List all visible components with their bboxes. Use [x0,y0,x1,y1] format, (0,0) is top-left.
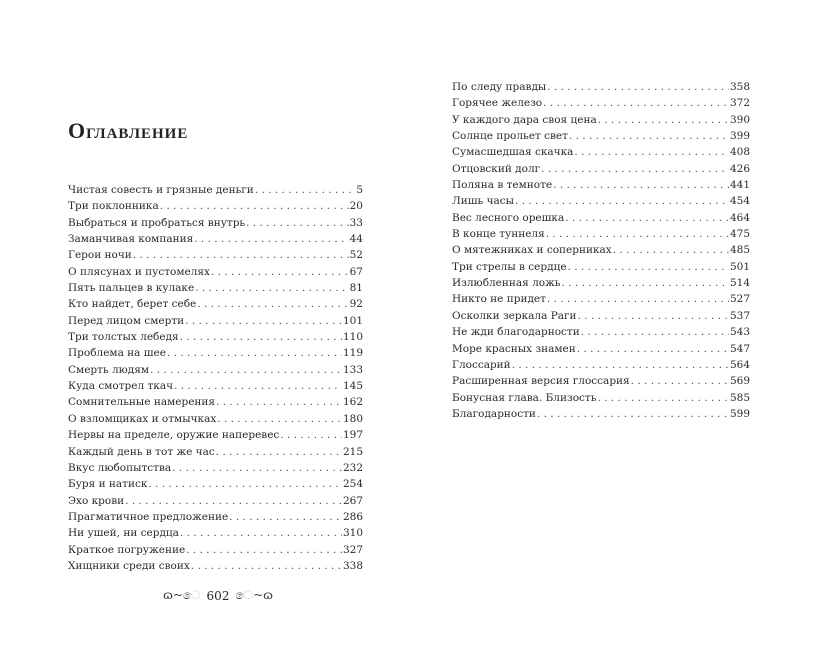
toc-entry-title: Море красных знамен [452,342,576,355]
toc-entry-page: 232 [342,461,363,474]
toc-entry-page: 485 [729,244,750,257]
toc-entry-title: Расширенная версия глоссария [452,375,630,388]
toc-entry [68,394,363,410]
toc-entry [452,324,750,340]
toc-entry-title: Сомнительные намерения [68,396,216,409]
dot-leader [543,95,729,111]
toc-entry-page: 454 [729,195,750,208]
toc-entry-title: Лишь часы [452,195,515,208]
toc-entry [68,509,363,525]
toc-entry-title: Благодарности [452,407,536,420]
toc-entry-page: 358 [729,81,750,93]
dot-leader [553,177,729,193]
toc-entry [68,280,363,296]
toc-entry-title: По следу правды [452,81,547,93]
dot-leader [217,411,342,427]
toc-entry [68,525,363,541]
toc-entry [68,182,363,198]
dot-leader [229,509,342,525]
toc-entry-title: Краткое погружение [68,543,186,556]
toc-entry-page: 527 [729,293,750,306]
dot-leader [133,247,349,263]
dot-leader [172,460,342,476]
toc-entry-title: Три поклонника [68,200,159,213]
toc-entry [68,411,363,427]
dot-leader [167,345,342,361]
toc-entry-page: 547 [729,342,750,355]
toc-entry-title: Проблема на шее [68,347,166,360]
dot-leader [565,210,729,226]
toc-entry [68,264,363,280]
dot-leader [125,493,342,509]
toc-entry-page: 20 [349,200,363,213]
dot-leader [537,406,729,422]
toc-entry-page: 399 [729,130,750,143]
dot-leader [148,476,342,492]
toc-entry [68,247,363,263]
dot-leader [577,341,729,357]
toc-entry [452,259,750,275]
toc-entry [452,308,750,324]
toc-entry-title: В конце туннеля [452,228,545,241]
dot-leader [216,394,342,410]
toc-entry-page: 475 [729,228,750,241]
toc-entry-title: Глоссарий [452,358,511,371]
toc-entry-title: Чистая совесть и грязные деньги [68,184,254,196]
dot-leader [174,378,342,394]
toc-entry-page: 44 [349,233,363,246]
dot-leader [195,280,348,296]
toc-entry-page: 390 [729,113,750,126]
toc-entry-page: 215 [342,445,363,458]
toc-entry [452,128,750,144]
toc-entry-title: Солнце прольет свет [452,130,568,143]
toc-entry [68,427,363,443]
toc-entry-page: 514 [729,277,750,290]
toc-entry [68,296,363,312]
toc-entry-page: 67 [349,265,363,278]
dot-leader [180,525,342,541]
toc-entry-title: Ни ушей, ни сердца [68,527,179,540]
dot-leader [581,324,729,340]
toc-entry [68,345,363,361]
toc-entry-title: Осколки зеркала Раги [452,309,577,322]
ornament-right-icon: ෙ~ɷ [235,588,274,602]
toc-entry [68,542,363,558]
dot-leader [613,242,729,258]
toc-entry-page: 119 [342,347,363,360]
toc-entry-title: О плясунах и пустомелях [68,265,210,278]
toc-entry [452,406,750,422]
toc-entry [452,226,750,242]
toc-entry-title: Буря и натиск [68,478,148,491]
toc-entry-page: 52 [349,249,363,262]
dot-leader [160,198,349,214]
toc-entry [452,193,750,209]
toc-entry-title: У каждого дара своя цена [452,113,597,126]
toc-entry [68,198,363,214]
page-number: 602 [206,588,230,603]
toc-entry-page: 501 [729,260,750,273]
toc-entry-title: Сумасшедшая скачка [452,146,574,159]
toc-entry-page: 180 [342,412,363,425]
toc-entry-page: 254 [342,478,363,491]
dot-leader [568,259,729,275]
ornament-left-icon: ɷ~ෙ [162,588,201,602]
toc-entry [452,112,750,128]
toc-entry [452,242,750,258]
toc-entry-page: 310 [342,527,363,540]
toc-entry-page: 197 [342,429,363,442]
toc-entry-title: Никто не придет [452,293,546,306]
dot-leader [547,79,729,95]
toc-entry [68,329,363,345]
dot-leader [562,275,729,291]
dot-leader [578,308,729,324]
toc-entry-title: О мятежниках и соперниках [452,244,612,257]
toc-entry-title: Пять пальцев в кулаке [68,282,195,295]
toc-entry-title: Прагматичное предложение [68,510,229,523]
toc-entry-page: 599 [729,407,750,420]
toc-entry-title: Герои ночи [68,249,132,262]
toc-entry-title: Нервы на пределе, оружие наперевес [68,429,280,442]
toc-entry-page: 543 [729,326,750,339]
toc-entry-title: Каждый день в тот же час [68,445,215,458]
toc-entry-title: Куда смотрел ткач [68,380,174,393]
toc-entry-page: 408 [729,146,750,159]
toc-entry-page: 133 [342,363,363,376]
toc-entry-title: Хищники среди своих [68,559,190,572]
dot-leader [216,444,342,460]
toc-entry-page: 33 [349,216,363,229]
toc-entry [68,215,363,231]
toc-right-column [452,79,750,422]
dot-leader [515,193,729,209]
dot-leader [186,542,342,558]
dot-leader [512,357,729,373]
dot-leader [211,264,349,280]
toc-entry-page: 81 [349,282,363,295]
toc-entry-title: Три толстых лебедя [68,331,179,344]
toc-entry [68,378,363,394]
toc-entry [452,291,750,307]
toc-entry-page: 145 [342,380,363,393]
toc-entry-page: 286 [342,510,363,523]
toc-entry-title: Вкус любопытства [68,461,172,474]
toc-entry-page: 101 [342,314,363,327]
page-title: Оглавление [68,118,189,143]
toc-entry-page: 564 [729,358,750,371]
dot-leader [150,362,342,378]
toc-entry-title: Отцовский долг [452,162,541,175]
toc-entry-title: Эхо крови [68,494,125,507]
dot-leader [280,427,342,443]
toc-entry-page: 327 [342,543,363,556]
dot-leader [194,231,348,247]
toc-entry [452,373,750,389]
page-footer [162,588,274,603]
toc-entry-title: Смерть людям [68,363,150,376]
toc-entry-page: 537 [729,309,750,322]
toc-entry-title: О взломщиках и отмычках [68,412,217,425]
toc-entry-page: 569 [729,375,750,388]
toc-entry-title: Три стрелы в сердце [452,260,567,273]
toc-entry [68,460,363,476]
dot-leader [185,313,342,329]
dot-leader [569,128,729,144]
toc-entry [452,95,750,111]
toc-entry-page: 5 [356,184,363,196]
dot-leader [574,144,729,160]
toc-entry [452,341,750,357]
toc-entry-title: Заманчивая компания [68,233,194,246]
toc-entry-title: Выбраться и пробраться внутрь [68,216,246,229]
toc-entry-page: 110 [342,331,363,344]
toc-entry [452,161,750,177]
toc-entry-page: 585 [729,391,750,404]
dot-leader [191,558,342,574]
dot-leader [541,161,729,177]
toc-entry-title: Перед лицом смерти [68,314,185,327]
toc-entry [452,390,750,406]
toc-entry [452,210,750,226]
toc-entry [452,144,750,160]
dot-leader [197,296,348,312]
toc-entry [68,362,363,378]
toc-entry [452,79,750,95]
toc-entry-title: Бонусная глава. Близость [452,391,597,404]
toc-entry-title: Вес лесного орешка [452,211,565,224]
toc-entry-page: 464 [729,211,750,224]
toc-entry-title: Излюбленная ложь [452,277,561,290]
toc-entry [68,493,363,509]
dot-leader [597,390,729,406]
toc-entry-page: 441 [729,179,750,192]
toc-entry-page: 372 [729,97,750,110]
toc-entry [452,275,750,291]
toc-entry [68,558,363,574]
toc-entry-page: 426 [729,162,750,175]
toc-entry-title: Поляна в темноте [452,179,553,192]
toc-left-column [68,182,363,574]
dot-leader [246,215,348,231]
toc-entry [68,313,363,329]
dot-leader [255,182,356,198]
toc-entry [68,231,363,247]
dot-leader [631,373,729,389]
toc-entry-title: Не жди благодарности [452,326,580,339]
toc-entry [452,357,750,373]
dot-leader [547,291,729,307]
toc-entry [68,476,363,492]
dot-leader [546,226,729,242]
toc-entry-page: 92 [349,298,363,311]
dot-leader [180,329,342,345]
toc-entry [452,177,750,193]
toc-entry-title: Кто найдет, берет себе [68,298,197,311]
toc-entry-page: 267 [342,494,363,507]
toc-entry-page: 338 [342,559,363,572]
toc-entry-page: 162 [342,396,363,409]
toc-entry [68,444,363,460]
toc-entry-title: Горячее железо [452,97,543,110]
dot-leader [598,112,729,128]
